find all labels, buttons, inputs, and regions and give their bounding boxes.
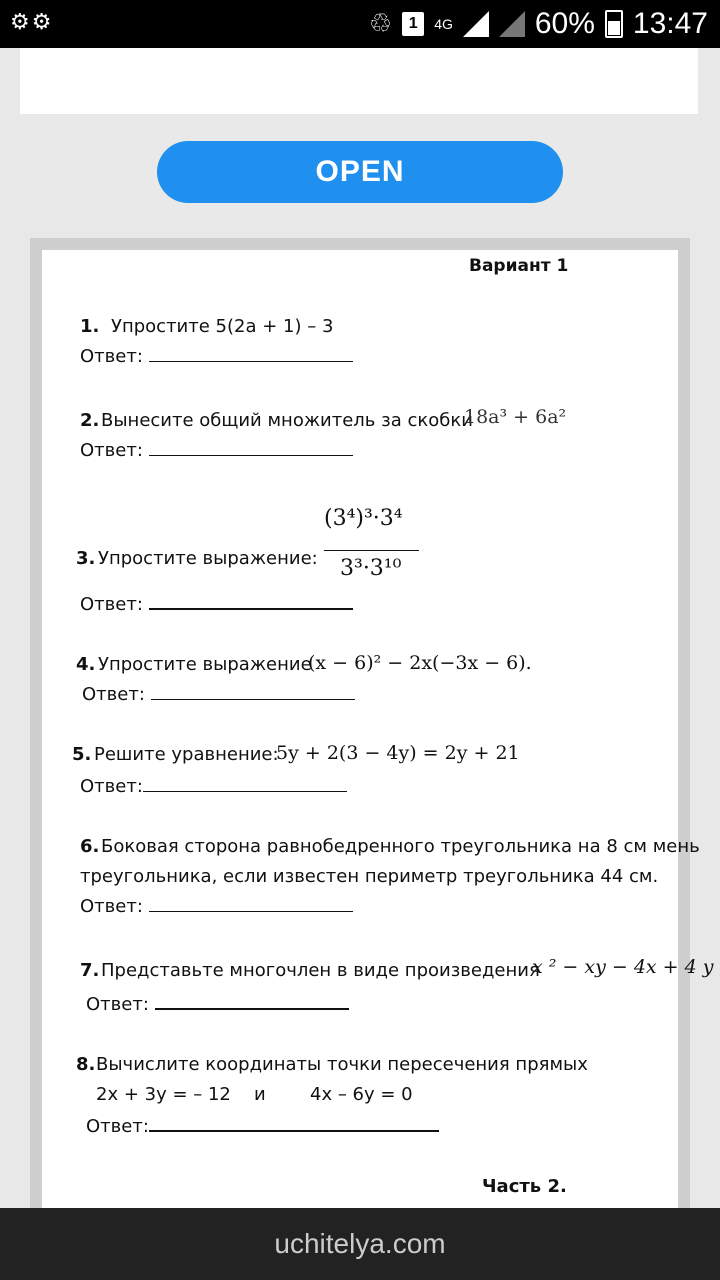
- variant-title: Вариант 1: [469, 256, 569, 276]
- q8-answer: Ответ:: [86, 1116, 439, 1137]
- q2-answer: Ответ:: [80, 440, 353, 461]
- q4-answer-line: [151, 685, 355, 700]
- q3-text: Упростите выражение:: [98, 548, 318, 569]
- q5-answer: Ответ:: [80, 776, 347, 797]
- q8-number: 8.: [76, 1054, 96, 1075]
- q7-answer-line: [155, 994, 349, 1010]
- q2-expression: 18a³ + 6a²: [464, 406, 567, 428]
- page-top-area: [20, 48, 698, 114]
- q7-answer: Ответ:: [86, 994, 349, 1015]
- q6-text-line1: Боковая сторона равнобедренного треугольника на 8 см мень: [101, 836, 700, 857]
- q3-denominator: 3³·3¹⁰: [340, 556, 402, 581]
- q6-text-line2: треугольника, если известен периметр треугольника 44 см.: [80, 866, 659, 887]
- notification-icons: ⚙⚙: [10, 10, 54, 35]
- ad-panel: [30, 118, 690, 228]
- q1-answer: Ответ:: [80, 346, 353, 367]
- status-bar: [0, 0, 720, 48]
- clock: 13:47: [632, 7, 708, 40]
- q4-answer: Ответ:: [82, 684, 355, 705]
- document-frame: [30, 238, 714, 1218]
- signal-icon: [463, 11, 489, 37]
- site-name[interactable]: uchitelya.com: [274, 1228, 446, 1259]
- q3-answer: Ответ:: [80, 594, 353, 615]
- q5-number: 5.: [72, 744, 92, 765]
- sim-icon: 1: [402, 12, 424, 36]
- network-type-label: 4G: [434, 16, 453, 32]
- q8-equation-1: 2х + 3у = – 12: [96, 1084, 231, 1105]
- q1-text: Упростите 5(2а + 1) – 3: [111, 316, 334, 337]
- q2-answer-line: [149, 441, 353, 456]
- status-icons: [369, 6, 708, 42]
- battery-icon: [605, 10, 623, 38]
- q2-text: Вынесите общий множитель за скобки: [101, 410, 473, 431]
- q3-answer-line: [149, 594, 353, 610]
- document-page[interactable]: [42, 250, 714, 1210]
- q4-text: Упростите выражение: [98, 654, 312, 675]
- q8-and: и: [254, 1084, 266, 1105]
- q8-equation-2: 4х – 6у = 0: [310, 1084, 413, 1105]
- q7-number: 7.: [80, 960, 100, 981]
- q5-text: Решите уравнение:: [94, 744, 279, 765]
- q4-number: 4.: [76, 654, 96, 675]
- part2-heading: Часть 2.: [482, 1176, 567, 1197]
- q6-answer-line: [149, 897, 353, 912]
- q2-number: 2.: [80, 410, 100, 431]
- fraction-bar: [324, 550, 419, 551]
- q8-answer-line: [149, 1116, 439, 1132]
- q1-answer-line: [149, 347, 353, 362]
- q6-answer: Ответ:: [80, 896, 353, 917]
- q5-answer-line: [143, 777, 347, 792]
- q8-text: Вычислите координаты точки пересечения прямых: [96, 1054, 588, 1075]
- open-button[interactable]: OPEN: [157, 141, 563, 203]
- q4-expression: (x − 6)² − 2x(−3x − 6).: [308, 652, 532, 674]
- q6-number: 6.: [80, 836, 100, 857]
- battery-percent: 60%: [534, 7, 595, 40]
- q1-number: 1.: [80, 316, 100, 337]
- q5-expression: 5y + 2(3 − 4y) = 2y + 21: [276, 742, 520, 764]
- q3-number: 3.: [76, 548, 96, 569]
- q7-text: Представьте многочлен в виде произведения: [101, 960, 540, 981]
- signal-secondary-icon: [499, 11, 525, 37]
- q3-numerator: (3⁴)³·3⁴: [324, 506, 403, 531]
- q7-expression: x ² − xy − 4x + 4 y: [532, 956, 714, 978]
- recycle-icon: ♲: [368, 9, 393, 39]
- site-footer[interactable]: [0, 1208, 720, 1280]
